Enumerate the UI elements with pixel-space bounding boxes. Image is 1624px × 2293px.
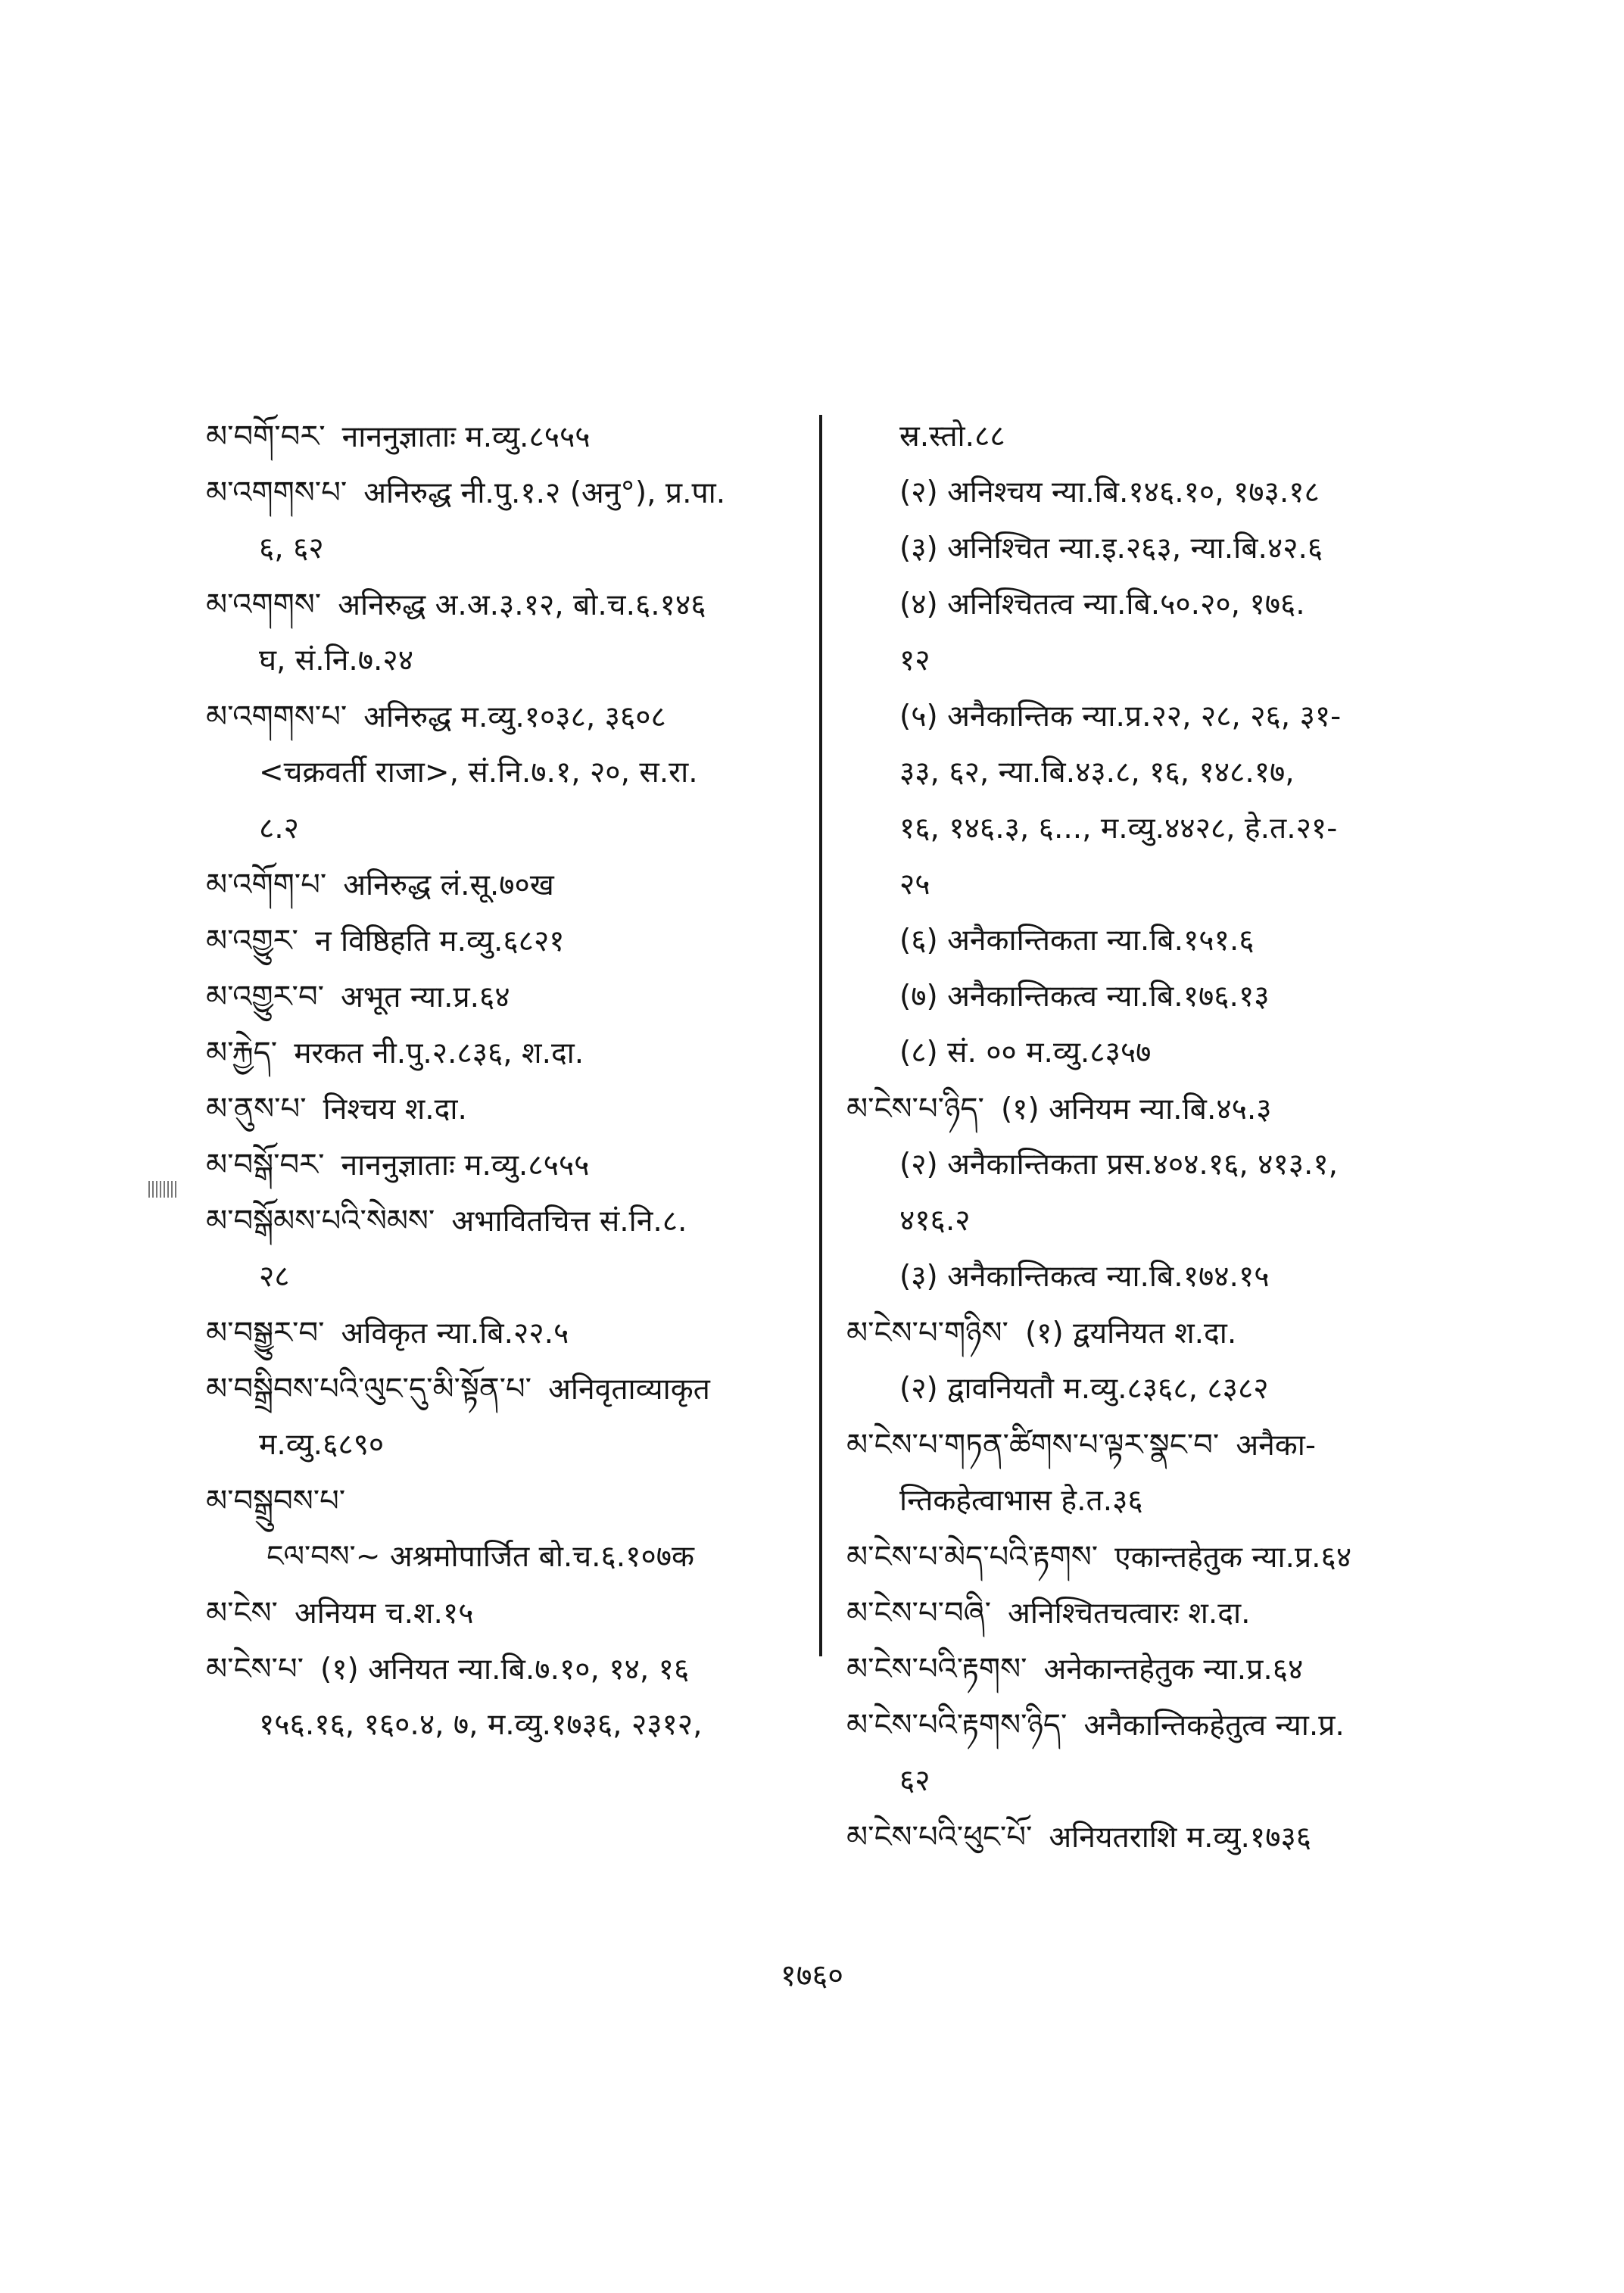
sanskrit-equivalent: (५) अनैकान्तिक न्या.प्र.२२, २८, २६, ३१- xyxy=(899,699,1342,734)
entry-line xyxy=(206,465,812,521)
tibetan-headword: མ་རྐྱེད་ xyxy=(206,1036,278,1070)
entry-line xyxy=(206,801,812,857)
entry-line xyxy=(846,465,1498,521)
sanskrit-equivalent: अविकृत न्या.बि.२२.५ xyxy=(341,1316,569,1351)
entry-line xyxy=(206,745,812,801)
sanskrit-equivalent: अनिरुद्ध लं.सू.७०ख xyxy=(343,868,554,902)
entry-line xyxy=(846,521,1498,577)
sanskrit-equivalent: ६२ xyxy=(899,1764,930,1798)
sanskrit-equivalent: (३) अनिश्चित न्या.इ.२६३, न्या.बि.४२.६ xyxy=(899,531,1323,565)
tibetan-headword: མ་བསྒོ་བར་ xyxy=(206,1148,325,1182)
entry-line xyxy=(206,1193,812,1249)
tibetan-headword: མ་ངེས་པ་གཏན་ཚིགས་པ་ལྟར་སྣང་བ་ xyxy=(846,1428,1220,1463)
tibetan-headword: མ་ངེས་པ་ xyxy=(206,1652,304,1687)
sanskrit-equivalent: (२) अनैकान्तिकता प्रस.४०४.१६, ४१३.१, xyxy=(899,1148,1339,1182)
sanskrit-equivalent: (८) सं. ०० म.व्यु.८३५७ xyxy=(899,1036,1152,1070)
right-column xyxy=(846,409,1498,1865)
entry-line xyxy=(846,801,1498,857)
tibetan-headword: མ་འགྱུར་བ་ xyxy=(206,980,324,1014)
entry-line xyxy=(846,1249,1498,1305)
sanskrit-equivalent: अभावितचित्त सं.नि.८. xyxy=(451,1204,687,1238)
entry-line xyxy=(206,521,812,577)
sanskrit-equivalent: अनिरुद्ध अ.अ.३.१२, बो.च.६.१४६ xyxy=(338,588,706,622)
tibetan-headword: མ་ངེས་པ་ཉིད་ xyxy=(846,1092,984,1126)
sanskrit-equivalent: १६, १४६.३, ६..., म.व्यु.४४२८, हे.त.२१- xyxy=(899,812,1338,846)
entry-line xyxy=(206,1025,812,1081)
tibetan-headword: མ་བསྒྲུབས་པ་ xyxy=(206,1484,346,1519)
sanskrit-equivalent: (४) अनिश्चितत्व न्या.बि.५०.२०, १७६. xyxy=(899,587,1305,622)
tibetan-headword: མ་བསྒྲིབས་པའི་ལུང་དུ་མི་སྟོན་པ་ xyxy=(206,1372,532,1407)
entry-line xyxy=(846,1025,1498,1081)
entry-line xyxy=(206,577,812,633)
sanskrit-equivalent: अनेकान्तहेतुक न्या.प्र.६४ xyxy=(1043,1653,1304,1687)
entry-line xyxy=(206,1305,812,1361)
sanskrit-equivalent: न विष्ठिहति म.व्यु.६८२१ xyxy=(314,924,565,958)
sanskrit-equivalent: अनियतराशि म.व्यु.१७३६ xyxy=(1049,1821,1312,1855)
sanskrit-equivalent: ངལ་བས་~ अश्रमोपार्जित बो.च.६.१०७क xyxy=(267,1540,694,1574)
sanskrit-equivalent: (३) अनैकान्तिकत्व न्या.बि.१७४.१५ xyxy=(899,1260,1270,1294)
sanskrit-equivalent: अनैका- xyxy=(1236,1428,1316,1463)
entry-line xyxy=(846,1137,1498,1193)
entry-line xyxy=(206,633,812,689)
entry-line xyxy=(206,969,812,1025)
entry-line xyxy=(206,1249,812,1305)
entry-line xyxy=(206,1081,812,1137)
sanskrit-equivalent: (१) अनियत न्या.बि.७.१०, १४, १६ xyxy=(320,1653,690,1687)
entry-line xyxy=(846,969,1498,1025)
sanskrit-equivalent: अनियम च.श.१५ xyxy=(294,1597,474,1631)
entry-line xyxy=(206,1529,812,1585)
entry-line xyxy=(206,1585,812,1641)
entry-line xyxy=(846,1809,1498,1865)
left-column xyxy=(206,409,812,1753)
entry-line xyxy=(206,409,812,465)
tibetan-headword: མ་བསྒོམས་པའི་སེམས་ xyxy=(206,1204,435,1238)
entry-line xyxy=(846,1753,1498,1809)
sanskrit-equivalent: अनैकान्तिकहेतुत्व न्या.प्र. xyxy=(1083,1709,1345,1743)
sanskrit-equivalent: नाननुज्ञाताः म.व्यु.८५५५ xyxy=(341,420,591,454)
sanskrit-equivalent: (७) अनैकान्तिकत्व न्या.बि.१७६.१३ xyxy=(899,980,1270,1014)
tibetan-headword: མ་ངེས་པ་གཉིས་ xyxy=(846,1316,1008,1351)
tibetan-headword: མ་ངེས་པའི་རྟགས་ཉིད་ xyxy=(846,1708,1068,1743)
sanskrit-equivalent: मरकत नी.पु.२.८३६, श.दा. xyxy=(294,1036,584,1070)
tibetan-headword: མ་འགྱུར་ xyxy=(206,924,298,958)
entry-line xyxy=(846,857,1498,913)
entry-line xyxy=(846,409,1498,465)
sanskrit-equivalent: <चक्रवर्ती राजा>, सं.नि.७.१, २०, स.रा. xyxy=(259,756,698,790)
entry-line xyxy=(846,1193,1498,1249)
tibetan-headword: མ་འགགས་པ་ xyxy=(206,475,348,510)
sanskrit-equivalent: (६) अनैकान्तिकता न्या.बि.१५१.६ xyxy=(899,924,1255,958)
entry-line xyxy=(846,1585,1498,1641)
sanskrit-equivalent: नाननुज्ञाताः म.व्यु.८५५५ xyxy=(341,1148,590,1182)
sanskrit-equivalent: २५ xyxy=(899,868,930,902)
entry-line xyxy=(206,689,812,745)
sanskrit-equivalent: घ, सं.नि.७.२४ xyxy=(259,643,413,678)
sanskrit-equivalent: स्र.स्तो.८८ xyxy=(899,419,1005,453)
tibetan-headword: མ་བགོ་བར་ xyxy=(206,419,326,454)
entry-line xyxy=(206,1641,812,1697)
tibetan-headword: མ་འགགས་པ་ xyxy=(206,699,348,734)
entry-line xyxy=(206,1417,812,1473)
sanskrit-equivalent: न्तिकहेत्वाभास हे.त.३६ xyxy=(899,1484,1143,1518)
entry-line xyxy=(846,633,1498,689)
sanskrit-equivalent: १२ xyxy=(899,643,930,678)
sanskrit-equivalent: ४१६.२ xyxy=(899,1204,971,1238)
tibetan-headword: མ་ནུས་པ་ xyxy=(206,1092,307,1126)
entry-line xyxy=(206,1361,812,1417)
tibetan-headword: མ་ངེས་པ་བཞི་ xyxy=(846,1596,992,1631)
margin-mark xyxy=(148,1181,179,1198)
sanskrit-equivalent: ८.२ xyxy=(259,812,299,846)
tibetan-headword: མ་འགགས་ xyxy=(206,587,322,622)
tibetan-headword: མ་ངེས་པའི་ཕུང་པོ་ xyxy=(846,1820,1033,1855)
tibetan-headword: མ་ངེས་པའི་རྟགས་ xyxy=(846,1652,1027,1687)
page-number: १७६० xyxy=(780,1958,844,1993)
sanskrit-equivalent: अनिवृताव्याकृत xyxy=(548,1372,710,1407)
tibetan-headword: མ་བསྒྱུར་བ་ xyxy=(206,1316,325,1351)
entry-line xyxy=(846,1417,1498,1473)
sanskrit-equivalent: २८ xyxy=(259,1260,290,1294)
entry-line xyxy=(846,577,1498,633)
sanskrit-equivalent: (२) अनिश्चय न्या.बि.१४६.१०, १७३.१८ xyxy=(899,475,1320,509)
tibetan-headword: མ་འགོག་པ་ xyxy=(206,868,327,902)
entry-line xyxy=(846,745,1498,801)
sanskrit-equivalent: ६, ६२ xyxy=(259,531,324,565)
entry-line xyxy=(206,913,812,969)
sanskrit-equivalent: १५६.१६, १६०.४, ७, म.व्यु.१७३६, २३१२, xyxy=(259,1708,703,1742)
sanskrit-equivalent: अभूत न्या.प्र.६४ xyxy=(341,980,510,1014)
sanskrit-equivalent: म.व्यु.६८९० xyxy=(259,1428,385,1462)
entry-line xyxy=(846,1081,1498,1137)
entry-line xyxy=(206,1697,812,1753)
entry-line xyxy=(846,1473,1498,1529)
tibetan-headword: མ་ངེས་ xyxy=(206,1596,278,1631)
entry-line xyxy=(846,1529,1498,1585)
sanskrit-equivalent: ३३, ६२, न्या.बि.४३.८, १६, १४८.१७, xyxy=(899,756,1295,790)
column-divider xyxy=(819,415,822,1656)
sanskrit-equivalent: अनिरुद्ध नी.पु.१.२ (अनु°), प्र.पा. xyxy=(363,476,726,510)
entry-line xyxy=(206,857,812,913)
entry-line xyxy=(846,1641,1498,1697)
entry-line xyxy=(846,689,1498,745)
entry-line xyxy=(846,1305,1498,1361)
tibetan-headword: མ་ངེས་པ་མེད་པའི་རྟགས་ xyxy=(846,1540,1099,1575)
entry-line xyxy=(206,1137,812,1193)
entry-line xyxy=(846,1697,1498,1753)
sanskrit-equivalent: अनिरुद्ध म.व्यु.१०३८, ३६०८ xyxy=(363,700,666,734)
entry-line xyxy=(846,913,1498,969)
sanskrit-equivalent: अनिश्चितचत्वारः श.दा. xyxy=(1008,1597,1251,1631)
sanskrit-equivalent: एकान्तहेतुक न्या.प्र.६४ xyxy=(1114,1541,1352,1575)
sanskrit-equivalent: (१) द्वयनियत श.दा. xyxy=(1024,1316,1237,1351)
sanskrit-equivalent: (२) द्वावनियतौ म.व्यु.८३६८, ८३८२ xyxy=(899,1372,1269,1406)
sanskrit-equivalent: निश्चय श.दा. xyxy=(323,1092,467,1126)
entry-line xyxy=(846,1361,1498,1417)
entry-line xyxy=(206,1473,812,1529)
sanskrit-equivalent: (१) अनियम न्या.बि.४५.३ xyxy=(1000,1092,1272,1126)
